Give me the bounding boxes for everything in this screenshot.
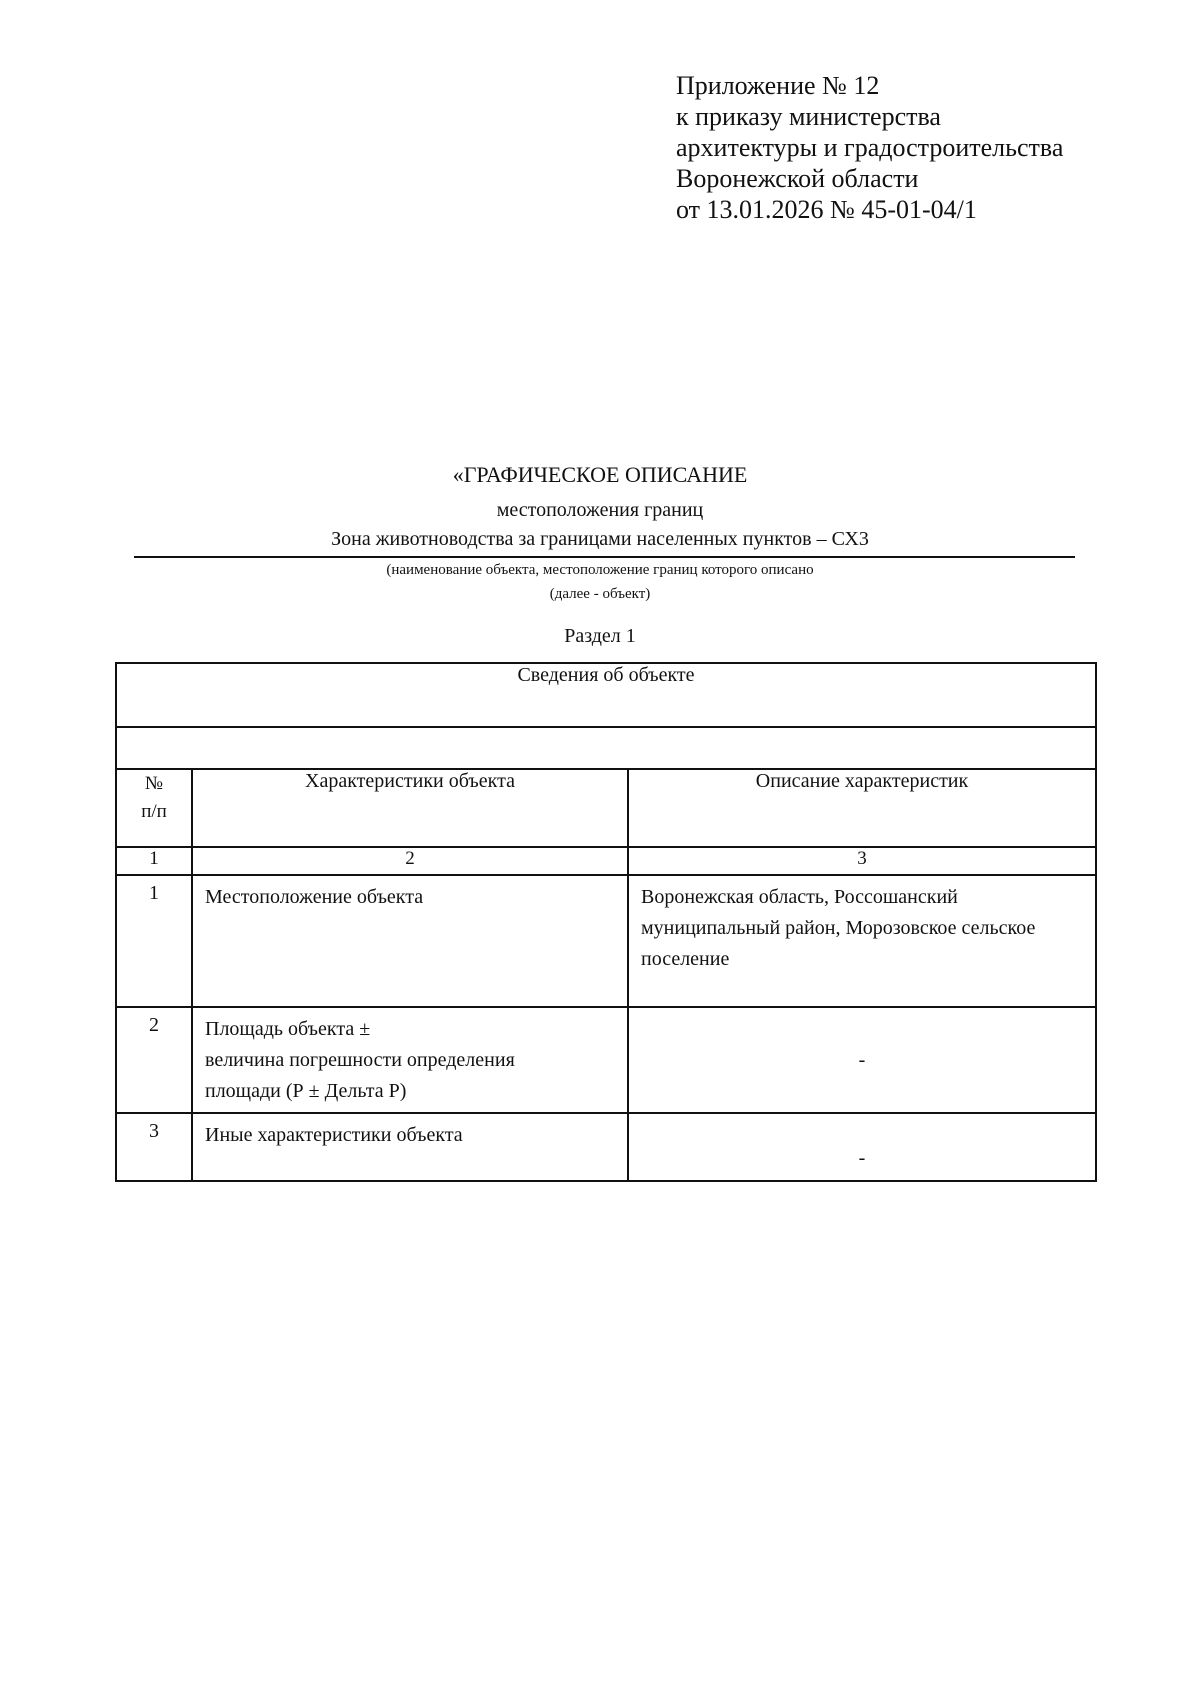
table-empty-row bbox=[116, 727, 1096, 769]
column-number: 1 bbox=[116, 847, 192, 875]
row-number: 3 bbox=[116, 1113, 192, 1181]
section-title: Раздел 1 bbox=[564, 625, 636, 647]
appendix-line: архитектуры и градостроительства bbox=[676, 133, 1064, 162]
row-characteristic: Иные характеристики объекта bbox=[192, 1113, 628, 1181]
table-header-row bbox=[116, 769, 1096, 847]
object-name-hint-cont: (далее - объект) bbox=[549, 586, 651, 602]
appendix-line: Воронежской области bbox=[676, 164, 919, 193]
table-caption-row bbox=[116, 663, 1096, 727]
row-characteristic: Местоположение объекта bbox=[192, 875, 628, 1007]
document-title: «ГРАФИЧЕСКОЕ ОПИСАНИЕ bbox=[452, 462, 748, 487]
column-header-num bbox=[116, 769, 192, 847]
table-caption: Сведения об объекте bbox=[116, 663, 1096, 727]
table-row bbox=[116, 875, 1096, 1007]
row-description: - bbox=[628, 1113, 1096, 1181]
column-header-num-line1: № bbox=[144, 773, 164, 794]
object-name: Зона животноводства за границами населенных пунктов – СХ3 bbox=[331, 528, 869, 550]
row-number: 1 bbox=[116, 875, 192, 1007]
appendix-line: к приказу министерства bbox=[676, 102, 941, 131]
table-empty-cell bbox=[116, 727, 1096, 769]
row-characteristic-line: Площадь объекта ± bbox=[205, 1018, 371, 1040]
object-info-table bbox=[115, 662, 1097, 1182]
row-description: - bbox=[628, 1007, 1096, 1113]
appendix-line: от 13.01.2026 № 45-01-04/1 bbox=[676, 195, 977, 224]
row-characteristic-line: величина погрешности определения bbox=[205, 1049, 515, 1071]
column-number: 2 bbox=[192, 847, 628, 875]
appendix-block bbox=[676, 70, 1063, 225]
row-number: 2 bbox=[116, 1007, 192, 1113]
row-description: Воронежская область, Россошанский муниципальный район, Морозовское сельское поселение bbox=[628, 875, 1096, 1007]
column-header-num-line2: п/п bbox=[141, 801, 167, 822]
column-header-description: Описание характеристик bbox=[628, 769, 1096, 847]
appendix-line: Приложение № 12 bbox=[676, 71, 880, 100]
column-number: 3 bbox=[628, 847, 1096, 875]
column-header-characteristics: Характеристики объекта bbox=[192, 769, 628, 847]
table-column-numbers-row bbox=[116, 847, 1096, 875]
row-characteristic-line: площади (Р ± Дельта Р) bbox=[205, 1080, 407, 1102]
table-row bbox=[116, 1007, 1096, 1113]
object-name-underline bbox=[134, 556, 1075, 558]
table-row bbox=[116, 1113, 1096, 1181]
object-name-hint: (наименование объекта, местоположение границ которого описано bbox=[386, 562, 814, 578]
row-characteristic bbox=[192, 1007, 628, 1113]
document-subtitle: местоположения границ bbox=[496, 499, 704, 521]
